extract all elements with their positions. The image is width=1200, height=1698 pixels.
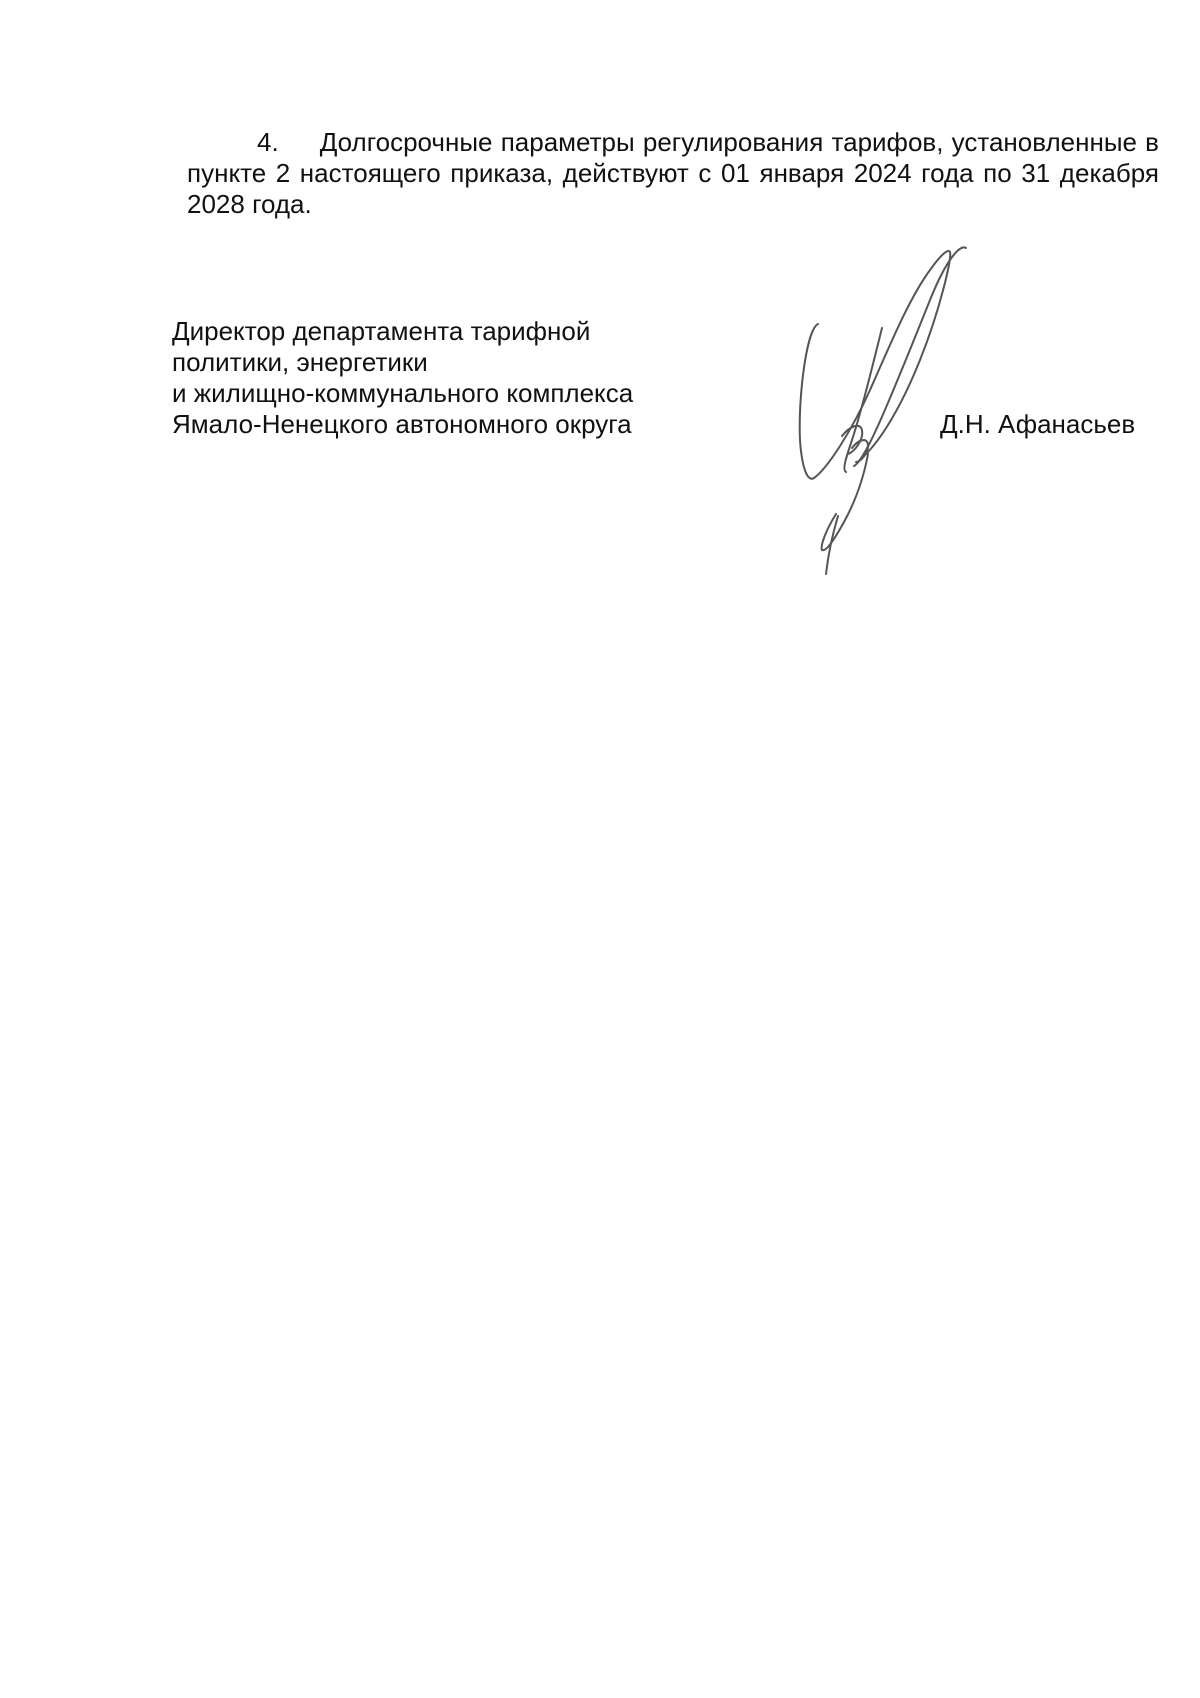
position-line: Директор департамента тарифной [172, 316, 591, 346]
position-line: политики, энергетики [172, 347, 428, 377]
position-line: Ямало-Ненецкого автономного округа [172, 409, 632, 439]
signer-name: Д.Н. Афанасьев [940, 409, 1136, 439]
paragraph-item-4: 4. Долгосрочные параметры регулирования тарифов, установленные в пункте 2 настоящего приказа, действуют с 01 января 2024 года по 31 декабря 2028 года. [187, 127, 1159, 219]
signatory-position [172, 316, 732, 440]
position-line: и жилищно-коммунального комплекса [172, 378, 634, 408]
